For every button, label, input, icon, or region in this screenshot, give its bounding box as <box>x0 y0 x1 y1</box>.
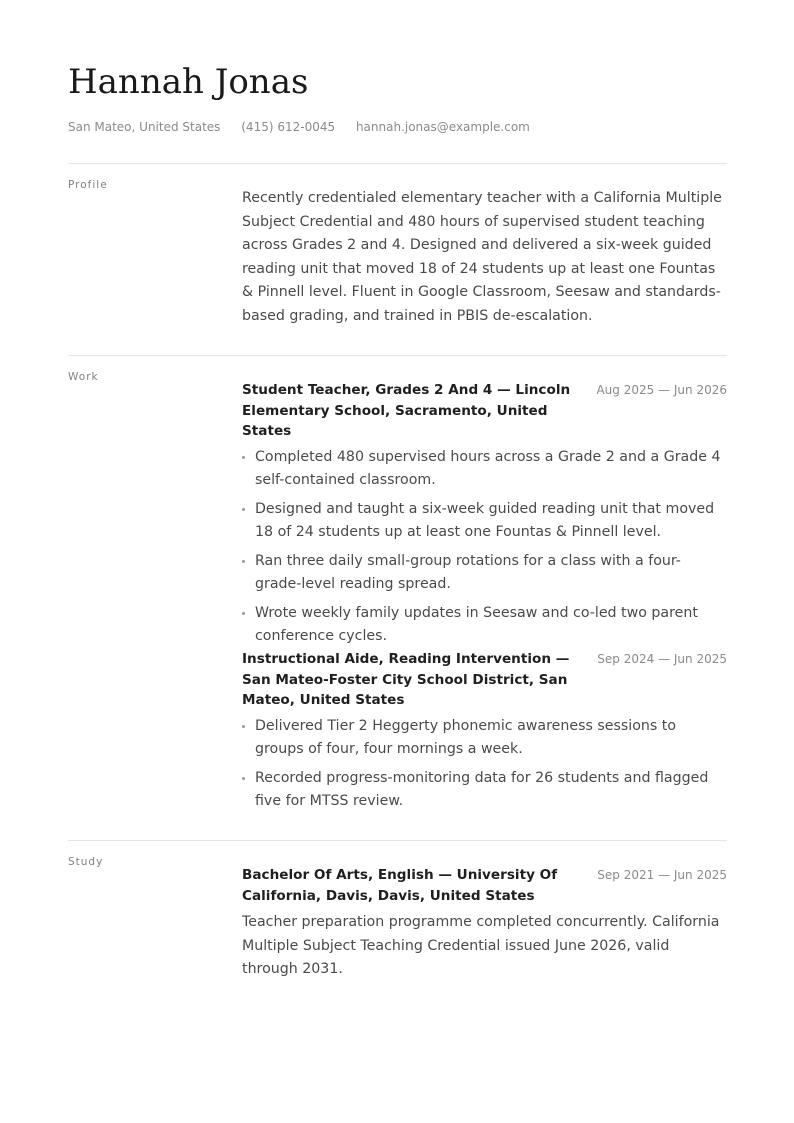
entry-bullets <box>242 446 727 648</box>
profile-summary: Recently credentialed elementary teacher with a California Multiple Subject Credential and 480 hours of supervised student teaching across Grades 2 and 4. Designed and delivered a six-week guided reading unit that moved 18 of 24 students up at least one Fountas & Pinnell level. Fluent in Google Classroom, Seesaw and standards-based grading, and trained in PBIS de-escalation. <box>242 190 722 324</box>
profile-section <box>242 187 727 328</box>
entry-header <box>242 865 727 906</box>
entry-dates: Sep 2021 — Jun 2025 <box>597 868 727 882</box>
section-label-work: Work <box>68 371 99 383</box>
entry-title: Bachelor Of Arts, English — University Of California, Davis, Davis, United States <box>242 867 558 904</box>
bullet-item: Wrote weekly family updates in Seesaw and co-led two parent conference cycles. <box>242 602 727 648</box>
bullet-item: Ran three daily small-group rotations for a class with a four-grade-level reading spread. <box>242 550 727 596</box>
bullet-item: Completed 480 supervised hours across a Grade 2 and a Grade 4 self-contained classroom. <box>242 446 727 492</box>
contact-email: hannah.jonas@example.com <box>355 120 530 134</box>
candidate-name: Hannah Jonas <box>68 62 309 102</box>
contact-phone: (415) 612-0045 <box>241 120 336 134</box>
section-label-profile: Profile <box>68 179 108 191</box>
entry-title: Instructional Aide, Reading Intervention — San Mateo-Foster City School District, San Mateo, United States <box>242 651 570 708</box>
section-divider <box>68 840 727 841</box>
bullet-item: Delivered Tier 2 Heggerty phonemic awareness sessions to groups of four, four mornings a week. <box>242 715 727 761</box>
entry-header <box>242 649 727 711</box>
entry-title: Student Teacher, Grades 2 And 4 — Lincoln Elementary School, Sacramento, United States <box>242 382 571 439</box>
section-divider <box>68 163 727 164</box>
study-entry <box>242 865 727 982</box>
entry-header <box>242 380 727 442</box>
entry-bullets <box>242 715 727 813</box>
work-entry <box>242 649 727 819</box>
work-entry <box>242 380 727 654</box>
bullet-item: Recorded progress-monitoring data for 26 students and flagged five for MTSS review. <box>242 767 727 813</box>
contact-line <box>68 119 530 135</box>
section-label-study: Study <box>68 856 104 868</box>
entry-description: Teacher preparation programme completed concurrently. California Multiple Subject Teaching Credential issued June 2026, valid through 2031. <box>242 914 720 977</box>
contact-location: San Mateo, United States <box>68 120 221 134</box>
entry-dates: Sep 2024 — Jun 2025 <box>597 652 727 666</box>
section-divider <box>68 355 727 356</box>
bullet-item: Designed and taught a six-week guided reading unit that moved 18 of 24 students up at least one Fountas & Pinnell level. <box>242 498 727 544</box>
entry-dates: Aug 2025 — Jun 2026 <box>596 383 727 397</box>
